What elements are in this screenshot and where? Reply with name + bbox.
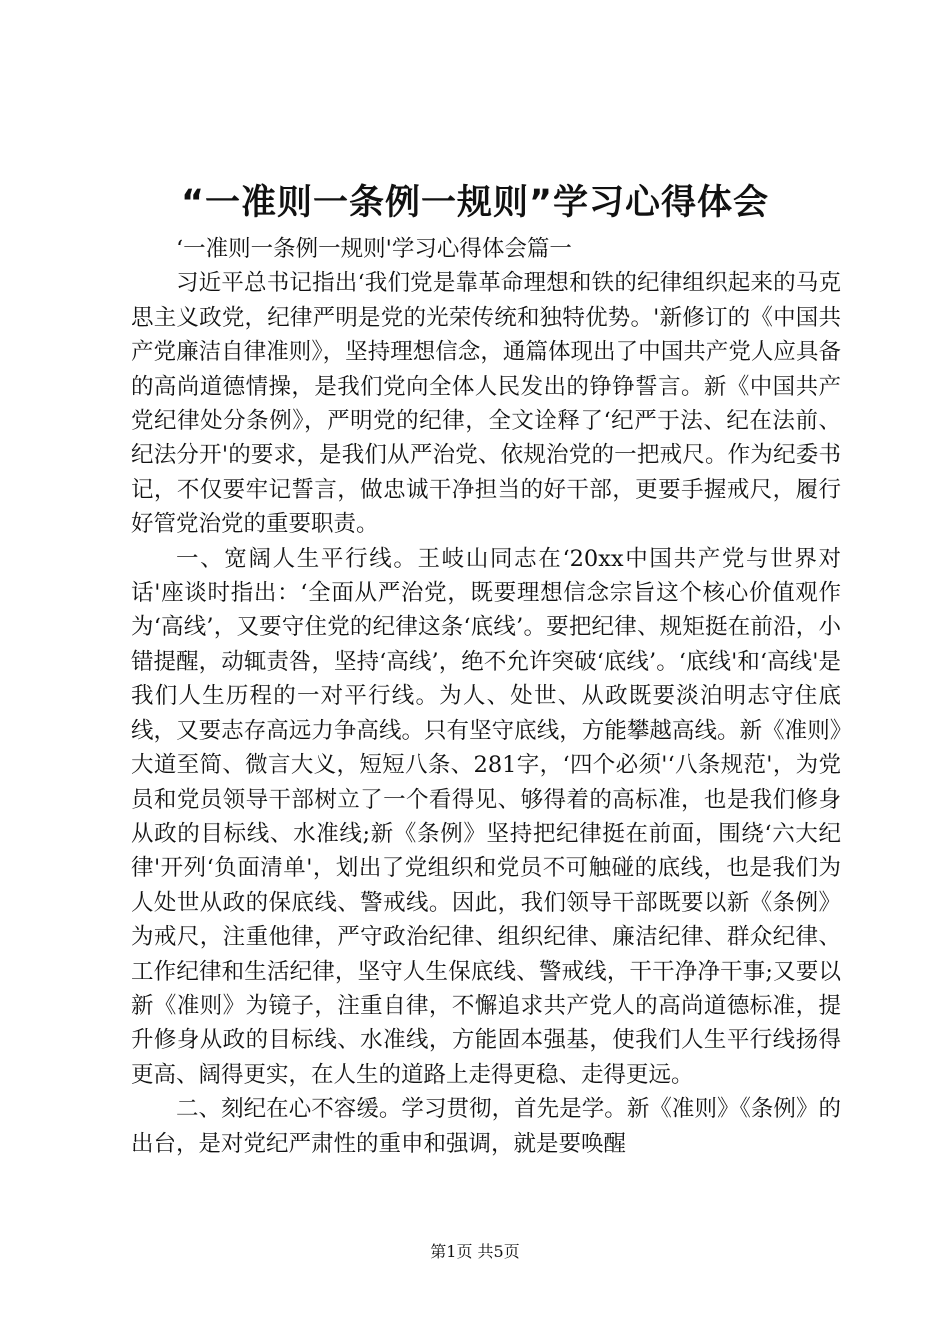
paragraph-section-one: 一、宽阔人生平行线。王岐山同志在‘20xx中国共产党与世界对话'座谈时指出：‘全面从严治党，既要理想信念宗旨这个核心价值观作为‘高线’，又要守住党的纪律这条‘底线’。要把纪律、规矩挺在前沿，小错提醒，动辄责咎，坚持‘高线’，绝不允许突破‘底线’。‘底线'和‘高线'是我们人生历程的一对平行线。为人、处世、从政既要淡泊明志守住底线，又要志存高远力争高线。只有坚守底线，方能攀越高线。新《准则》大道至简、微言大义，短短八条、281字，‘四个必须'‘八条规范'，为党员和党员领导干部树立了一个看得见、够得着的高标准，也是我们修身从政的目标线、水准线;新《条例》坚持把纪律挺在前面，围绕‘六大纪律'开列‘负面清单'，划出了党组织和党员不可触碰的底线，也是我们为人处世从政的保底线、警戒线。因此，我们领导干部既要以新《条例》为戒尺，注重他律，严守政治纪律、组织纪律、廉洁纪律、群众纪律、工作纪律和生活纪律，坚守人生保底线、警戒线，干干净净干事;又要以新《准则》为镜子，注重自律，不懈追求共产党人的高尚道德标准，提升修身从政的目标线、水准线，方能固本强基，使我们人生平行线扬得更高、阔得更实，在人生的道路上走得更稳、走得更远。 — [131, 545, 841, 1088]
document-body — [131, 232, 841, 1161]
page-footer: 第1页 共5页 — [430, 1242, 520, 1261]
document-subtitle: ‘一准则一条例一规则'学习心得体会篇一 — [176, 236, 572, 262]
paragraph-intro: 习近平总书记指出‘我们党是靠革命理想和铁的纪律组织起来的马克思主义政党，纪律严明是党的光荣传统和独特优势。'新修订的《中国共产党廉洁自律准则》，坚持理想信念，通篇体现出了中国共产党人应具备的高尚道德情操，是我们党向全体人民发出的铮铮誓言。新《中国共产党纪律处分条例》，严明党的纪律，全文诠释了‘纪严于法、纪在法前、纪法分开'的要求，是我们从严治党、依规治党的一把戒尺。作为纪委书记，不仅要牢记誓言，做忠诚干净担当的好干部，更要手握戒尺，履行好管党治党的重要职责。 — [131, 270, 841, 538]
document-title: “一准则一条例一规则”学习心得体会 — [180, 183, 769, 223]
paragraph-section-two: 二、刻纪在心不容缓。学习贯彻，首先是学。新《准则》《条例》的出台，是对党纪严肃性的重申和强调，就是要唤醒 — [131, 1096, 841, 1157]
